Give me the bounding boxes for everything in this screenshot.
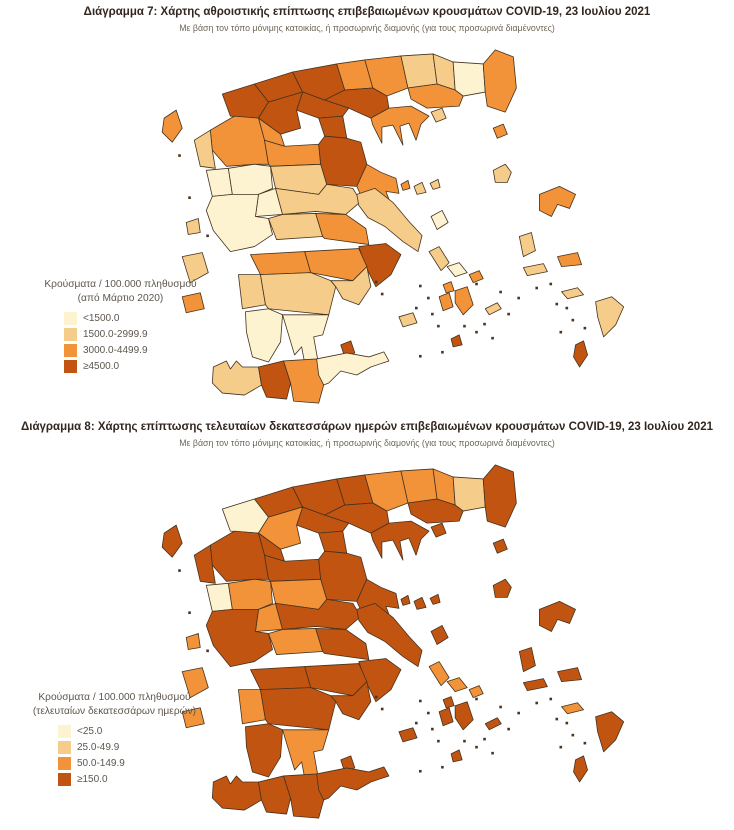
region-syros <box>443 282 454 293</box>
region-preveza <box>206 168 232 196</box>
islet-dot <box>419 285 422 288</box>
region-andros <box>429 247 449 271</box>
region-skiathos <box>401 595 410 605</box>
region-ioannina <box>210 116 268 166</box>
region-ikaria <box>523 679 547 691</box>
islet-dot <box>475 746 478 749</box>
region-tinos <box>447 263 467 277</box>
region-achaea <box>250 667 310 690</box>
region-santorini <box>451 750 462 762</box>
region-alonnisos <box>430 179 440 189</box>
figure7-title: Διάγραμμα 7: Χάρτης αθροιστικής επίπτωσης επιβεβαιωμένων κρουσμάτων COVID-19, 23 Ιουλίου 2021 <box>83 6 651 18</box>
region-samothraki <box>493 539 507 553</box>
islet-dot <box>535 287 538 290</box>
legend-label-bin4: ≥4500.0 <box>83 361 120 372</box>
islet-dot <box>491 337 494 340</box>
legend-14day <box>2 691 227 789</box>
legend-cumulative <box>8 278 233 376</box>
region-lefkada <box>186 633 200 649</box>
legend7-subtitle: (από Μάρτιο 2020) <box>77 293 164 304</box>
legend8-subtitle: (τελευταίων δεκατεσσάρων ημερών) <box>32 706 197 717</box>
region-mykonos <box>469 686 483 698</box>
region-lemnos <box>493 164 511 182</box>
legend-label-bin3: 3000.0-4499.9 <box>83 345 148 356</box>
islet-dot <box>491 752 494 755</box>
region-milos <box>399 728 417 742</box>
islet-dot <box>415 722 418 725</box>
region-skopelos <box>414 597 426 609</box>
region-samos <box>557 253 581 267</box>
islet-dot <box>549 283 552 286</box>
islet-dot <box>475 283 478 286</box>
islet-dot <box>483 738 486 741</box>
region-amorgos <box>485 718 501 730</box>
region-messenia <box>245 724 282 777</box>
legend7-items <box>8 312 233 373</box>
islet-dot <box>415 307 418 310</box>
legend-row <box>58 773 227 786</box>
islet-dot <box>463 740 466 743</box>
legend-row <box>64 328 233 341</box>
islet-dot <box>419 770 422 773</box>
region-naxos <box>455 702 473 730</box>
islet-dot <box>507 728 510 731</box>
region-larissa <box>319 551 367 601</box>
region-larissa <box>319 136 367 186</box>
islet-dot <box>437 325 440 328</box>
legend-label-bin2: 1500.0-2999.9 <box>83 329 148 340</box>
region-mykonos <box>469 271 483 283</box>
region-lesbos <box>539 601 575 631</box>
islet-dot <box>475 331 478 334</box>
legend8-title: Κρούσματα / 100.000 πληθυσμού <box>38 692 191 703</box>
region-pieria <box>319 531 347 553</box>
region-lasithi <box>317 352 389 385</box>
region-lefkada <box>186 218 200 234</box>
region-skiathos <box>401 180 410 190</box>
islet-dot <box>381 708 384 711</box>
region-corfu <box>162 525 182 557</box>
islet-dot <box>419 700 422 703</box>
region-skyros <box>431 625 448 644</box>
legend-swatch-bin1 <box>64 312 77 325</box>
region-rodopi <box>453 62 485 96</box>
region-karpathos <box>574 341 588 367</box>
legend-label-bin2: 25.0-49.9 <box>77 742 120 753</box>
region-skyros <box>431 210 448 229</box>
legend-row <box>64 344 233 357</box>
region-paros <box>439 708 453 726</box>
islet-dot <box>463 325 466 328</box>
region-karpathos <box>574 756 588 782</box>
legend8-items <box>2 725 227 786</box>
region-messenia <box>245 309 282 362</box>
islet-dot <box>517 297 520 300</box>
region-lemnos <box>493 579 511 597</box>
islet-dot <box>441 766 444 769</box>
islet-dot <box>559 746 562 749</box>
figure8-subtitle: Με βάση τον τόπο μόνιμης κατοικίας, ή προσωρινής διαμονής (για τους προσωρινά διαμένοντες) <box>179 438 555 448</box>
islet-dot <box>375 281 378 284</box>
region-thasos <box>431 523 446 537</box>
region-arta <box>228 579 272 609</box>
islet-dot <box>188 196 191 199</box>
legend-row <box>64 360 233 373</box>
legend-label-bin1: <25.0 <box>77 726 103 737</box>
islet-dot <box>572 734 575 737</box>
islet-dot <box>483 323 486 326</box>
legend-swatch-bin1 <box>58 725 71 738</box>
islet-dot <box>517 712 520 715</box>
region-boeotia <box>316 213 369 244</box>
legend-swatch-bin2 <box>58 741 71 754</box>
islet-dot <box>427 297 430 300</box>
islet-dot <box>559 331 562 334</box>
region-phocis <box>269 213 323 239</box>
region-santorini <box>451 335 462 347</box>
islet-dot <box>566 722 569 725</box>
islet-dot <box>584 327 587 330</box>
figure7-subtitle: Με βάση τον τόπο μόνιμης κατοικίας, ή προσωρινής διαμονής (για τους προσωρινά διαμένοντες) <box>179 23 555 33</box>
region-rhodes <box>596 712 624 752</box>
islet-dot <box>572 319 575 322</box>
figure8-title: Διάγραμμα 8: Χάρτης επίπτωσης τελευταίων δεκατεσσάρων ημερών επιβεβαιωμένων κρουσμάτων COVID-19, 23 Ιουλίου 2021 <box>20 421 713 433</box>
islet-dot <box>441 351 444 354</box>
islet-dot <box>178 569 181 572</box>
region-tinos <box>447 678 467 692</box>
region-phocis <box>269 628 323 654</box>
region-amorgos <box>485 303 501 315</box>
islet-dot <box>475 698 478 701</box>
legend7-title: Κρούσματα / 100.000 πληθυσμού <box>44 279 197 290</box>
legend-row <box>58 725 227 738</box>
region-preveza <box>206 583 232 611</box>
islet-dot <box>381 293 384 296</box>
islet-dot <box>431 728 434 731</box>
region-milos <box>399 313 417 327</box>
legend-swatch-bin3 <box>58 757 71 770</box>
legend-swatch-bin4 <box>58 773 71 786</box>
region-evros <box>483 50 516 112</box>
region-chios <box>519 233 535 257</box>
islet-dot <box>419 355 422 358</box>
islet-dot <box>566 307 569 310</box>
region-naxos <box>455 287 473 315</box>
islet-dot <box>188 611 191 614</box>
islet-dot <box>206 650 209 653</box>
region-rodopi <box>453 477 485 511</box>
region-boeotia <box>316 628 369 659</box>
region-arcadia <box>260 688 335 730</box>
islet-dot <box>206 235 209 238</box>
islet-dot <box>555 718 558 721</box>
legend-row <box>58 757 227 770</box>
islet-dot <box>431 313 434 316</box>
legend-swatch-bin4 <box>64 360 77 373</box>
region-arta <box>228 164 272 194</box>
region-syros <box>443 697 454 708</box>
region-ikaria <box>523 264 547 276</box>
legend-row <box>58 741 227 754</box>
legend-swatch-bin3 <box>64 344 77 357</box>
islet-dot <box>549 698 552 701</box>
islet-dot <box>178 154 181 157</box>
region-samothraki <box>493 124 507 138</box>
region-ioannina <box>210 531 268 581</box>
region-evros <box>483 465 516 527</box>
region-corfu <box>162 110 182 142</box>
islet-dot <box>427 712 430 715</box>
region-chios <box>519 648 535 672</box>
region-paros <box>439 293 453 311</box>
region-rhodes <box>596 297 624 337</box>
region-arcadia <box>260 273 335 315</box>
legend-label-bin3: 50.0-149.9 <box>77 758 125 769</box>
region-kos <box>561 288 583 299</box>
islet-dot <box>375 696 378 699</box>
legend-label-bin1: <1500.0 <box>83 313 120 324</box>
region-skopelos <box>414 182 426 194</box>
figure-8-fourteen-day-map <box>0 415 734 830</box>
region-thasos <box>431 108 446 122</box>
islet-dot <box>584 742 587 745</box>
legend-row <box>64 312 233 325</box>
islet-dot <box>499 291 502 294</box>
region-kos <box>561 703 583 714</box>
region-achaea <box>250 252 310 275</box>
islet-dot <box>535 702 538 705</box>
islet-dot <box>555 303 558 306</box>
legend-swatch-bin2 <box>64 328 77 341</box>
islet-dot <box>507 313 510 316</box>
region-trikala <box>264 555 320 581</box>
region-alonnisos <box>430 594 440 604</box>
islet-dot <box>499 706 502 709</box>
region-lesbos <box>539 186 575 216</box>
region-trikala <box>264 140 320 166</box>
region-samos <box>557 668 581 682</box>
region-lasithi <box>317 767 389 800</box>
region-andros <box>429 662 449 686</box>
islet-dot <box>437 740 440 743</box>
region-pieria <box>319 116 347 138</box>
legend-label-bin4: ≥150.0 <box>77 774 108 785</box>
